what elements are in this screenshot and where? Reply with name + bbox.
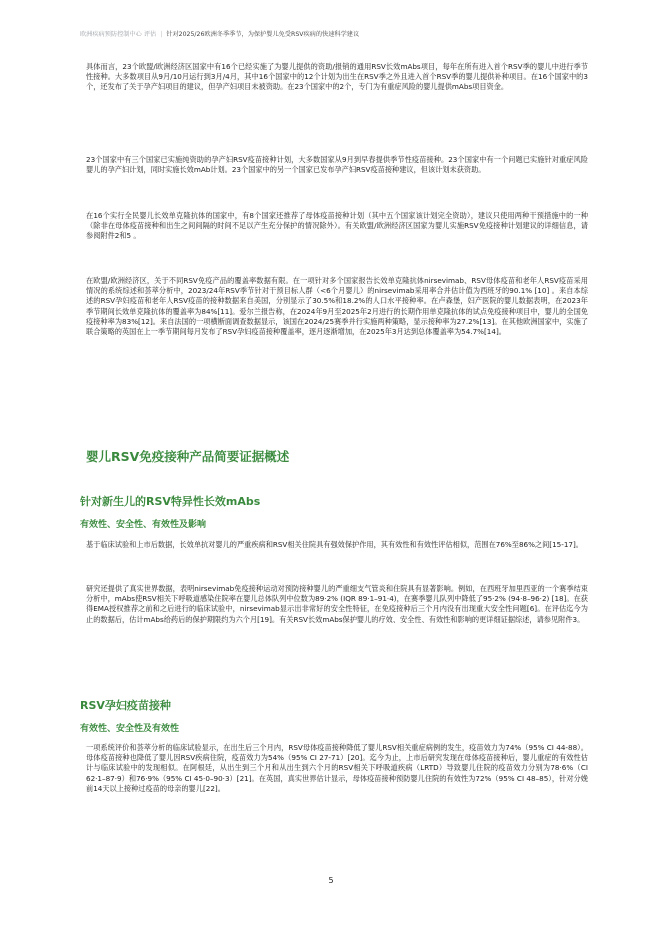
paragraph-maternal-programs: 23个国家中有三个国家已实施纯资助的孕产妇RSV疫苗接种计划，大多数国家从9月到早春提供季节性疫苗接种。23个国家中有一个问题已实施针对重症风险婴儿的孕产妇计划，同时实施长效mAb计划。23个国家中的另一个国家已发布孕产妇RSV疫苗接种建议，但该计划未获资助。 xyxy=(86,155,588,175)
paragraph-coverage: 在欧盟/欧洲经济区，关于不同RSV免疫产品的覆盖率数据有限。在一项针对多个国家报告长效单克隆抗体nirsevimab、RSV母体疫苗和老年人RSV疫苗采用情况的系统综述和荟萃分析中，2023/24年RSV季节针对干预目标人群（<6个月婴儿）的nirsevimab采用率合并估计值为西班牙的90.1% [10] 。来自本综述的RSV孕妇疫苗和老年人RSV疫苗的接种数据来自美国，分别显示了30.5%和18.2%的人口水平接种率。在卢森堡，妇产医院的婴儿数据表明，在2023年季节期间长效单克隆抗体的覆盖率为84%[11]。爱尔兰报告称，在2024年9月至2025年2月进行的长期作用单克隆抗体的试点免疫接种项目中，婴儿的全国免疫接种率为83%[12]。来自法国的一项横断面调查数据显示，该国在2024/25赛季并行实施两种策略，显示接种率为27.2%[13]。在其他欧洲国家中，实施了联合策略的英国在上一季节期间每月发布了RSV孕妇疫苗接种覆盖率，逐月逐渐增加，在2025年3月达到总体覆盖率为54.7%[14]。 xyxy=(86,276,588,337)
running-header xyxy=(80,30,600,39)
paragraph-mab-real-world: 研究还提供了真实世界数据，表明nirsevimab免疫接种运动对预防接种婴儿的严重细支气管炎和住院具有显著影响。例如，在西班牙加里西亚的一个赛季结束分析中，mAbs使RSV相关下呼吸道感染住院率在婴儿总体队列中位数为89·2% (IQR 89·1–91·4)，在赛季婴儿队列中降低了95·2% (94·8–96·2) [18]。在获得EMA授权推荐之前和之后进行的临床试验中，nirsevimab显示出非常好的安全性特征，在免疫接种后三个月内没有出现重大安全性问题[6]。在评估迄今为止的数据后，估计mAbs给药后的保护期限约为六个月[19]。有关RSV长效mAbs保护婴儿的疗效、安全性、有效性和影响的更详细证据综述，请参见附件3。 xyxy=(86,584,588,624)
header-title: 针对2025/26欧洲冬季季节，为保护婴儿免受RSV疾病的快速科学建议 xyxy=(166,31,360,38)
paragraph-mab-efficacy: 基于临床试验和上市后数据，长效单抗对婴儿的严重疾病和RSV相关住院具有强效保护作用，其有效性和有效性评估相似，范围在76%至86%之间[15-17]。 xyxy=(86,540,583,549)
mabs-subheading: 有效性、安全性、有效性及影响 xyxy=(80,520,207,530)
header-separator: | xyxy=(160,31,163,38)
paragraph-mab-programs: 具体而言，23个欧盟/欧洲经济区国家中有16个已经实施了为婴儿提供的资助/报销的通用RSV长效mAbs项目，每年在所有进入首个RSV季的婴儿中进行季节性接种。大多数项目从9月/10月运行到3月/4月，其中16个国家中的12个计划为出生在RSV季之外且进入首个RSV季的婴儿提供补种项目。在16个国家中的3个，还发布了关于孕产妇项目的建议，但孕产妇项目未被资助。在23个国家中的2个，专门为有重症风险的婴儿提供mAbs项目资金。 xyxy=(86,62,588,92)
section-title: 婴儿RSV免疫接种产品简要证据概述 xyxy=(86,449,290,464)
maternal-heading: RSV孕妇疫苗接种 xyxy=(80,699,171,712)
mabs-heading: 针对新生儿的RSV特异性长效mAbs xyxy=(80,495,261,508)
maternal-subheading: 有效性、安全性及有效性 xyxy=(80,724,180,734)
paragraph-maternal-efficacy: 一项系统评价和荟萃分析的临床试验显示，在出生后三个月内，RSV母体疫苗接种降低了婴儿RSV相关重症病例的发生，疫苗效力为74%（95% CI 44-88）。母体疫苗接种也降低了婴儿因RSV疾病住院，疫苗效力为54%（95% CI 27-71）[20]。迄今为止，上市后研究发现在母体疫苗接种后，婴儿重症的有效性估计与临床试验中的发现相似。在阿根廷，从出生到三个月和从出生到六个月的RSV相关下呼吸道疾病（LRTD）导致婴儿住院的疫苗效力分别为78·6%（CI 62·1–87·9）和76·9%（95% CI 45·0–90·3）[21]。在英国，真实世界估计显示，母体疫苗接种预防婴儿住院的有效性为72%（95% CI 48–85），针对分娩前14天以上接种过疫苗的母亲的婴儿[22]。 xyxy=(86,743,588,793)
page-number: 5 xyxy=(328,876,334,885)
header-org: 欧洲疾病预防控制中心 评估 xyxy=(80,31,157,38)
paragraph-dual-strategy: 在16个实行全民婴儿长效单克隆抗体的国家中，有8个国家还推荐了母体疫苗接种计划（其中五个国家该计划完全资助），建议只使用两种干预措施中的一种（除非在母体疫苗接种和出生之间间隔的时间不足以产生充分保护的情况除外）。有关欧盟/欧洲经济区国家为婴儿实施RSV免疫接种计划建议的详细信息，请参阅附件2和5 。 xyxy=(86,211,588,241)
